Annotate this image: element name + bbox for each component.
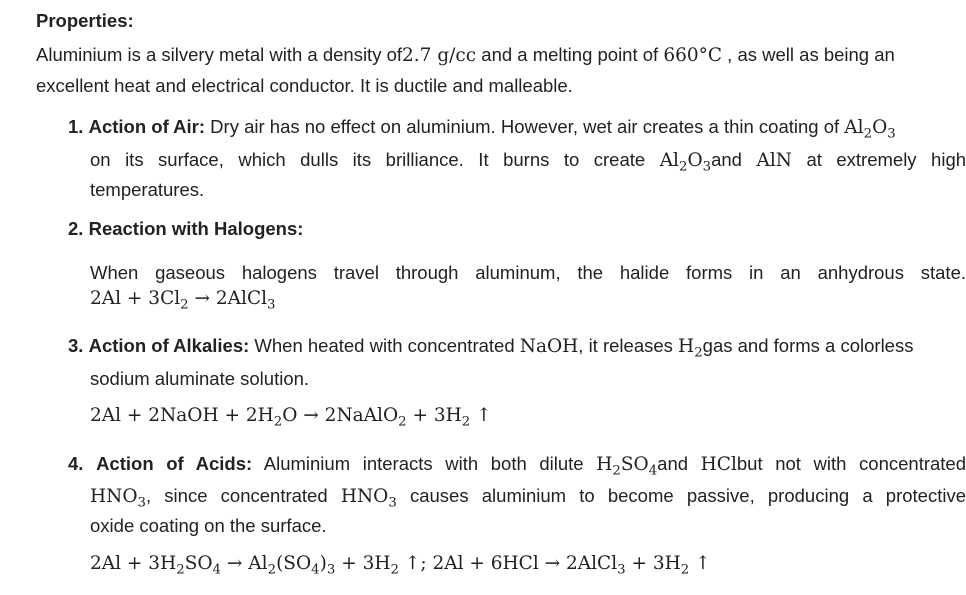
list-item-action-of-acids <box>68 453 966 479</box>
list-item-action-of-alkalies <box>68 335 966 361</box>
item-2-text: When gaseous halogens travel through aluminum, the halide forms in an anhydrous state. <box>90 262 966 283</box>
intro-text-c: , as well as being an <box>722 44 895 65</box>
item-3-line-2: sodium aluminate solution. <box>90 368 310 389</box>
formula-h2so4: $H_2SO_4$ <box>596 454 658 479</box>
item-4-text-2b: causes aluminium to become passive, producing a protective <box>396 485 966 506</box>
equation-acids: $2Al + 3H_2SO_4 \to Al_2(SO_4)_3 + 3H_2$ ↑; 2Al + 6HCl → 2AlCl$_3$ + $3H_2$ ↑ <box>90 553 711 578</box>
list-item-reaction-with-halogens <box>68 218 966 240</box>
item-1-line-2 <box>90 145 966 175</box>
formula-hcl: HCl <box>700 454 737 475</box>
item-4-title: Action of Acids: <box>96 453 253 474</box>
density-value: 2.7 g/cc <box>402 45 477 66</box>
item-3-text-b: , it releases <box>578 335 679 356</box>
equation-halogen: $2Al + 3Cl_2$ → 2AlCl$_3$ <box>90 288 276 313</box>
item-4-text-a: Aluminium interacts with both dilute <box>252 453 597 474</box>
item-1-title: Action of Air: <box>88 116 206 137</box>
equation-alkali: 2Al + 2NaOH + $2H_2O$ → 2NaAlO$_2$ + $3H_2$ ↑ <box>90 405 492 430</box>
formula-al2o3-2: $Al_2O_3$ <box>659 150 712 175</box>
formula-hno3-2: $HNO_3$ <box>340 486 397 511</box>
item-4-line-2 <box>90 481 966 511</box>
intro-line-2: excellent heat and electrical conductor. It is ductile and malleable. <box>36 75 573 96</box>
item-1-number: 1. <box>68 116 84 137</box>
intro-line-1 <box>36 44 895 65</box>
item-1-text-2a: on its surface, which dulls its brilliance. It burns to create <box>90 149 646 170</box>
item-2-number: 2. <box>68 218 84 239</box>
item-4-text-c: but not with concentrated <box>736 453 966 474</box>
formula-h2: $H_2$ <box>678 336 703 361</box>
intro-paragraph <box>36 40 966 101</box>
formula-hno3: $HNO_3$ <box>90 486 146 511</box>
item-3-text-a: When heated with concentrated <box>249 335 520 356</box>
item-1-text: Dry air has no effect on aluminium. However, wet air creates a thin coating of <box>205 116 845 137</box>
item-1-text-2b: and <box>711 149 742 170</box>
properties-heading: Properties: <box>36 10 134 31</box>
formula-aln: AlN <box>756 150 792 171</box>
item-4-line-1 <box>68 453 966 479</box>
formula-al2o3: $Al_2O_3$ <box>844 117 896 142</box>
item-4-line-3: oxide coating on the surface. <box>90 515 327 536</box>
item-3-text-c: gas and forms a colorless <box>702 335 914 356</box>
item-1-continuation <box>90 145 966 204</box>
intro-text-b: and a melting point of <box>476 44 664 65</box>
item-4-text-2a: , since concentrated <box>145 485 341 506</box>
item-1-line-3: temperatures. <box>90 179 205 200</box>
intro-text-a: Aluminium is a silvery metal with a density of <box>36 44 403 65</box>
item-4-number: 4. <box>68 453 84 474</box>
item-4-text-b: and <box>657 453 701 474</box>
item-3-number: 3. <box>68 335 84 356</box>
item-2-title: Reaction with Halogens: <box>88 218 304 239</box>
item-3-title: Action of Alkalies: <box>88 335 250 356</box>
formula-naoh: NaOH <box>519 336 579 357</box>
list-item-action-of-air <box>68 116 966 142</box>
item-4-continuation <box>90 481 966 540</box>
item-1-text-2c: at extremely high <box>806 149 966 170</box>
melting-point-value: 660°C <box>663 45 723 66</box>
